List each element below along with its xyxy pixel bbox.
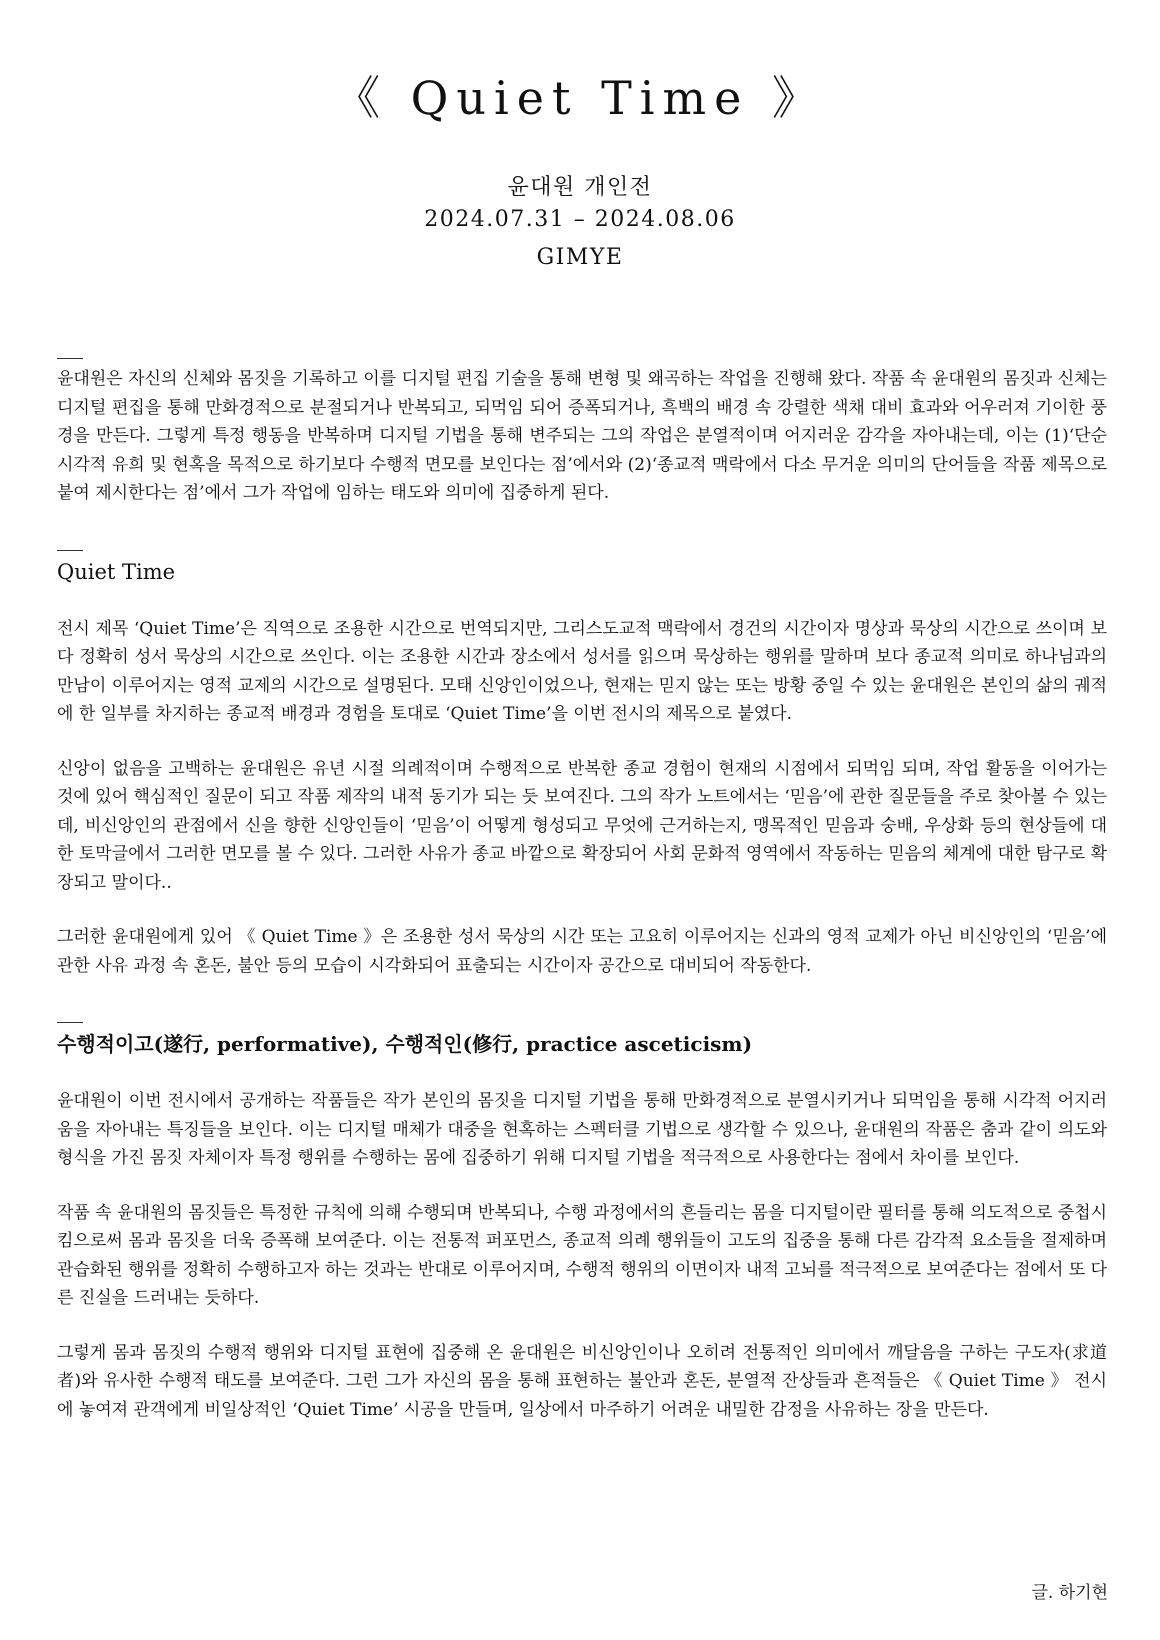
section1-paragraph: 신앙이 없음을 고백하는 윤대원은 유년 시절 의례적이며 수행적으로 반복한 종교 경험이 현재의 시점에서 되먹임 되며, 작업 활동을 이어가는 것에 있어 핵심적인 질문이 되고 작품 제작의 내적 동기가 되는 듯 보여진다. 그의 작가 노트에서는 ‘믿음’에 관한 질문들을 주로 찾아볼 수 있는데, 비신앙인의 관점에서 신을 향한 신앙인들이 ‘믿음’이 어떻게 형성되고 무엇에 근거하는지, 맹목적인 믿음과 숭배, 우상화 등의 현상들에 대한 토막글에서 그러한 면모를 볼 수 있다. 그러한 사유가 종교 바깥으로 확장되어 사회 문화적 영역에서 작동하는 믿음의 체계에 대한 탐구로 확장되고 말이다.. bbox=[57, 758, 1107, 893]
section-divider bbox=[57, 358, 83, 359]
essay-body bbox=[57, 358, 1107, 1424]
exhibition-title: 《 Quiet Time 》 bbox=[334, 71, 826, 125]
section2-paragraph: 윤대원이 이번 전시에서 공개하는 작품들은 작가 본인의 몸짓을 디지털 기법을 통해 만화경적으로 분열시키거나 되먹임을 통해 시각적 어지러움을 자아내는 특징들을 보인다. 이는 디지털 매체가 대중을 현혹하는 스펙터클 기법으로 생각할 수 있으나, 윤대원의 작품은 춤과 같이 의도와 형식을 가진 몸짓 자체이자 특정 행위를 수행하는 몸에 집중하기 위해 디지털 기법을 적극적으로 사용한다는 점에서 차이를 보인다. bbox=[57, 1091, 1107, 1168]
section-heading-quiet-time: Quiet Time bbox=[57, 559, 176, 584]
intro-paragraph: 윤대원은 자신의 신체와 몸짓을 기록하고 이를 디지털 편집 기술을 통해 변형 및 왜곡하는 작업을 진행해 왔다. 작품 속 윤대원의 몸짓과 신체는 디지털 편집을 통해 만화경적으로 분절되거나 반복되고, 되먹임 되어 증폭되거나, 흑백의 배경 속 강렬한 색채 대비 효과와 어우러져 기이한 풍경을 만든다. 그렇게 특정 행동을 반복하며 디지털 기법을 통해 변주되는 그의 작업은 분열적이며 어지러운 감각을 자아내는데, 이는 (1)‘단순 시각적 유희 및 현혹을 목적으로 하기보다 수행적 면모를 보인다는 점’에서와 (2)‘종교적 맥락에서 다소 무거운 의미의 단어들을 작품 제목으로 붙여 제시한다는 점’에서 그가 작업에 임하는 태도와 의미에 집중하게 된다. bbox=[57, 369, 1107, 503]
section1-paragraph: 전시 제목 ‘Quiet Time’은 직역으로 조용한 시간으로 번역되지만, 그리스도교적 맥락에서 경건의 시간이자 명상과 묵상의 시간으로 쓰이며 보다 정확히 성서 묵상의 시간으로 쓰인다. 이는 조용한 시간과 장소에서 성서를 읽으며 묵상하는 행위를 말하며 보다 종교적 의미로 하나님과의 만남이 이루어지는 영적 교제의 시간으로 설명된다. 모태 신앙인이었으나, 현재는 믿지 않는 또는 방황 중일 수 있는 윤대원은 본인의 삶의 궤적에 한 일부를 차지하는 종교적 배경과 경험을 토대로 ‘Quiet Time’을 이번 전시의 제목으로 붙였다. bbox=[57, 618, 1107, 724]
section1-paragraph: 그러한 윤대원에게 있어 《 Quiet Time 》은 조용한 성서 묵상의 시간 또는 고요히 이루어지는 신과의 영적 교제가 아닌 비신앙인의 ‘믿음’에 관한 사유 과정 속 혼돈, 불안 등의 모습이 시각화되어 표출되는 시간이자 공간으로 대비되어 작동한다. bbox=[57, 927, 1107, 976]
exhibition-dates: 2024.07.31 – 2024.08.06 bbox=[424, 207, 736, 232]
section2-paragraph: 작품 속 윤대원의 몸짓들은 특정한 규칙에 의해 수행되며 반복되나, 수행 과정에서의 흔들리는 몸을 디지털이란 필터를 통해 의도적으로 중첩시킴으로써 몸과 몸짓을 더욱 증폭해 보여준다. 이는 전통적 퍼포먼스, 종교적 의례 행위들이 고도의 집중을 통해 다른 감각적 요소들을 절제하며 관습화된 행위를 정확히 수행하고자 하는 것과는 반대로 이루어지며, 수행적 행위의 이면이자 내적 고뇌를 적극적으로 보여준다는 점에서 또 다른 진실을 드러내는 듯하다. bbox=[57, 1202, 1107, 1308]
exhibition-artist: 윤대원 개인전 bbox=[507, 175, 653, 200]
author-credit: 글. 하기현 bbox=[1031, 1583, 1108, 1603]
section-heading-performative: 수행적이고(遂行, performative), 수행적인(修行, practice asceticism) bbox=[57, 1032, 753, 1056]
section-divider bbox=[57, 1022, 83, 1023]
exhibition-venue: GIMYE bbox=[536, 245, 624, 270]
section-divider bbox=[57, 550, 83, 551]
section2-paragraph: 그렇게 몸과 몸짓의 수행적 행위와 디지털 표현에 집중해 온 윤대원은 비신앙인이나 오히려 전통적인 의미에서 깨달음을 구하는 구도자(求道者)와 유사한 수행적 태도를 보여준다. 그런 그가 자신의 몸을 통해 표현하는 불안과 혼돈, 분열적 잔상들과 흔적들은 《 Quiet Time 》 전시에 놓여져 관객에게 비일상적인 ‘Quiet Time’ 시공을 만들며, 일상에서 마주하기 어려운 내밀한 감정을 사유하는 장을 만든다. bbox=[57, 1342, 1107, 1420]
